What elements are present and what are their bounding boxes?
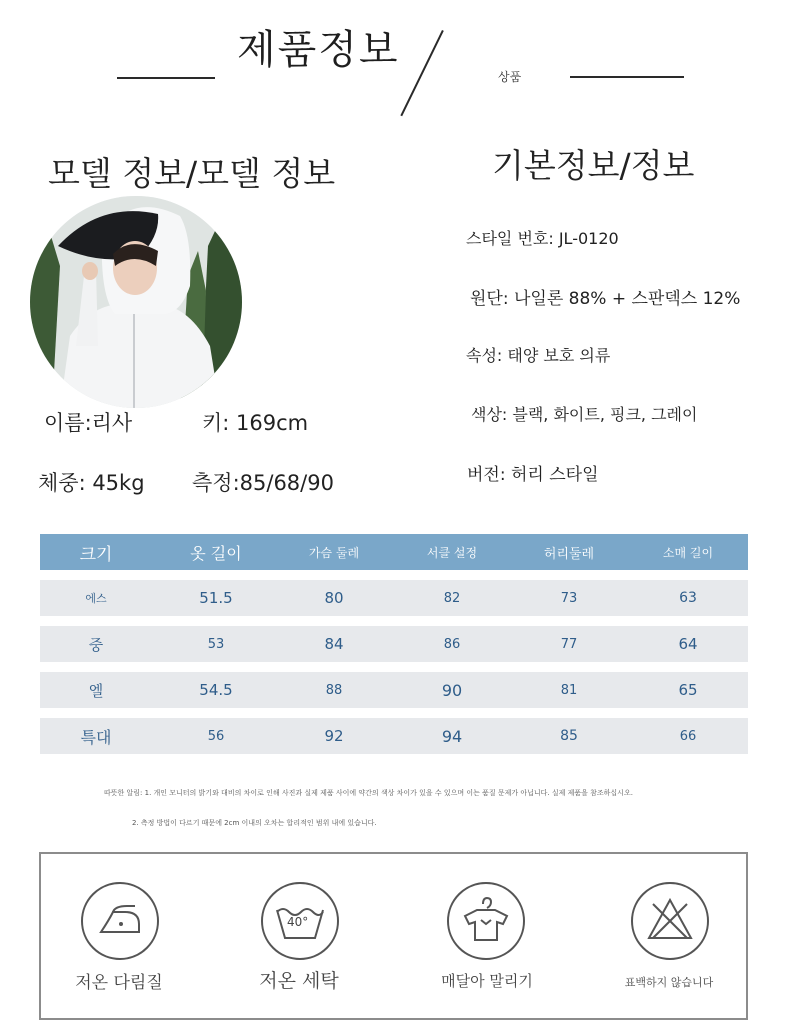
sleeve-value: 65 (678, 681, 698, 699)
wash-40-icon (261, 882, 339, 960)
model-illustration (30, 196, 242, 408)
care-instructions (39, 852, 748, 1020)
title-left-rule (117, 77, 215, 79)
circle-value: 86 (443, 636, 461, 652)
care-label-iron: 저온 다림질 (75, 973, 163, 993)
sleeve-value: 66 (679, 728, 697, 744)
fabric-info: 원단: 나일론 88% + 스판덱스 12% (470, 289, 741, 309)
circle-value: 90 (441, 680, 463, 700)
length-value: 56 (207, 728, 225, 744)
circle-value: 94 (441, 726, 463, 746)
model-section-title: 모델 정보/모델 정보 (48, 154, 336, 193)
care-label-wash: 저온 세탁 (259, 970, 339, 992)
care-label-bleach: 표백하지 않습니다 (624, 976, 714, 989)
attribute-info: 속성: 태양 보호 의류 (466, 346, 611, 365)
size-label: 중 (88, 635, 104, 654)
size-label: 특대 (80, 727, 112, 747)
color-info: 색상: 블랙, 화이트, 핑크, 그레이 (471, 405, 698, 424)
page-title: 제품정보 (237, 27, 400, 73)
model-measurements: 측정:85/68/90 (192, 471, 334, 495)
chest-value: 88 (325, 682, 343, 698)
iron-icon (81, 882, 159, 960)
table-row (40, 580, 748, 616)
sleeve-value: 64 (678, 635, 698, 653)
model-weight: 체중: 45kg (38, 471, 145, 495)
length-value: 53 (207, 636, 225, 652)
note-line-2: 2. 측정 방법이 다르기 때문에 2cm 이내의 오차는 합리적인 범위 내에 있습니다. (132, 819, 377, 827)
header-length: 옷 길이 (190, 543, 242, 563)
model-photo (30, 196, 242, 408)
size-label: 엘 (88, 681, 104, 700)
header-size: 크기 (79, 544, 113, 565)
title-right-rule (570, 76, 684, 78)
header-chest: 가슴 둘레 (308, 545, 360, 560)
header-waist: 허리둘레 (543, 546, 595, 562)
waist-value: 85 (560, 728, 578, 744)
length-value: 51.5 (199, 589, 233, 607)
table-row (40, 672, 748, 708)
table-row (40, 626, 748, 662)
chest-value: 92 (324, 727, 344, 745)
chest-value: 84 (324, 635, 344, 653)
style-number: 스타일 번호: JL-0120 (466, 229, 619, 248)
size-chart (40, 534, 748, 754)
waist-value: 81 (560, 682, 578, 698)
version-info: 버전: 허리 스타일 (467, 465, 599, 485)
model-name: 이름:리사 (44, 411, 133, 435)
table-row (40, 718, 748, 754)
length-value: 54.5 (199, 681, 233, 699)
size-chart-header (40, 534, 748, 570)
waist-value: 73 (560, 590, 578, 606)
size-label: 에스 (85, 592, 107, 605)
model-height: 키: 169cm (202, 411, 309, 435)
title-divider-slash (400, 30, 443, 116)
chest-value: 80 (324, 589, 344, 607)
note-line-1: 따뜻한 알림: 1. 개인 모니터의 밝기와 대비의 차이로 인해 사진과 실제 제품 사이에 약간의 색상 차이가 있을 수 있으며 이는 품질 문제가 아닙니다. 실제 제품을 참조하십시오. (104, 789, 633, 797)
circle-value: 82 (443, 590, 461, 606)
wash-temperature: 40° (287, 915, 309, 929)
hang-dry-icon (447, 882, 525, 960)
basic-info-section-title: 기본정보/정보 (492, 146, 695, 185)
waist-value: 77 (560, 636, 578, 652)
page-subtitle: 상품 (498, 70, 522, 84)
no-bleach-icon (631, 882, 709, 960)
sleeve-value: 63 (679, 590, 697, 606)
header-circle: 서클 설정 (426, 545, 478, 560)
header-sleeve: 소매 길이 (662, 545, 714, 560)
care-label-hang: 매달아 말리기 (441, 972, 533, 990)
